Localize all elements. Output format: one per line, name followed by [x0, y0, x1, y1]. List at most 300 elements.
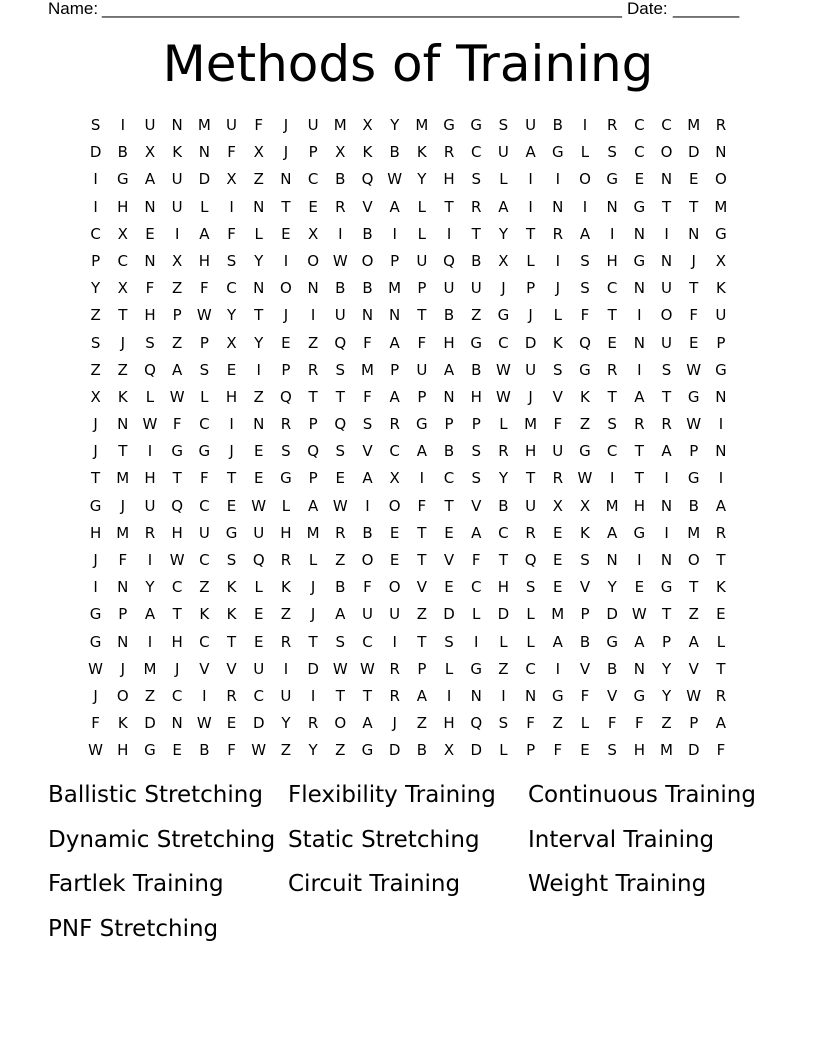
grid-letter[interactable]: X — [144, 143, 156, 162]
grid-letter[interactable]: A — [634, 387, 645, 406]
grid-letter[interactable]: W — [88, 659, 104, 678]
grid-letter[interactable]: E — [580, 741, 590, 760]
grid-letter[interactable]: Z — [199, 578, 210, 597]
grid-letter[interactable]: M — [306, 523, 320, 542]
grid-letter[interactable]: L — [472, 605, 481, 624]
grid-letter[interactable]: U — [416, 360, 428, 379]
grid-letter[interactable]: X — [226, 333, 237, 352]
grid-letter[interactable]: Z — [90, 306, 101, 325]
grid-letter[interactable]: D — [198, 170, 211, 189]
grid-letter[interactable]: P — [390, 360, 400, 379]
grid-letter[interactable]: E — [253, 469, 264, 488]
grid-letter[interactable]: C — [199, 551, 210, 569]
grid-letter[interactable]: L — [254, 578, 263, 597]
grid-letter[interactable]: T — [172, 469, 182, 488]
grid-letter[interactable]: V — [688, 659, 699, 678]
grid-letter[interactable]: E — [281, 224, 291, 243]
grid-letter[interactable]: P — [417, 659, 427, 678]
grid-letter[interactable]: C — [171, 578, 183, 597]
grid-letter[interactable]: G — [633, 197, 646, 216]
grid-letter[interactable]: M — [388, 279, 402, 298]
grid-letter[interactable]: H — [443, 170, 455, 189]
grid-letter[interactable]: F — [580, 306, 590, 325]
grid-letter[interactable]: A — [389, 197, 400, 216]
grid-letter[interactable]: T — [444, 496, 454, 515]
grid-letter[interactable]: Z — [688, 605, 699, 624]
grid-letter[interactable]: Z — [90, 360, 101, 379]
grid-letter[interactable]: M — [714, 197, 728, 216]
grid-letter[interactable]: T — [308, 387, 318, 406]
grid-letter[interactable]: T — [634, 442, 644, 461]
grid-letter[interactable]: T — [417, 551, 427, 569]
grid-letter[interactable]: X — [117, 279, 128, 298]
grid-letter[interactable]: N — [688, 224, 700, 243]
grid-letter[interactable]: S — [281, 442, 291, 461]
grid-letter[interactable]: C — [606, 442, 618, 461]
grid-letter[interactable]: N — [253, 415, 265, 434]
grid-letter[interactable]: M — [687, 523, 701, 542]
grid-letter[interactable]: E — [253, 605, 264, 624]
grid-letter[interactable]: R — [226, 686, 237, 705]
grid-letter[interactable]: I — [283, 251, 289, 270]
grid-letter[interactable]: J — [501, 279, 506, 298]
grid-letter[interactable]: N — [606, 551, 618, 569]
grid-letter[interactable]: N — [117, 578, 129, 597]
grid-letter[interactable]: P — [444, 415, 454, 434]
grid-letter[interactable]: P — [118, 605, 128, 624]
grid-letter[interactable]: A — [416, 686, 427, 705]
grid-letter[interactable]: G — [144, 741, 156, 760]
grid-letter[interactable]: U — [198, 523, 210, 542]
grid-letter[interactable]: D — [443, 605, 455, 624]
grid-letter[interactable]: N — [171, 116, 183, 134]
grid-letter[interactable]: O — [715, 170, 727, 189]
grid-letter[interactable]: H — [117, 741, 129, 760]
grid-letter[interactable]: H — [633, 496, 645, 515]
grid-letter[interactable]: I — [582, 197, 588, 216]
grid-letter[interactable]: I — [147, 551, 153, 569]
grid-letter[interactable]: N — [552, 197, 564, 216]
grid-letter[interactable]: M — [551, 605, 565, 624]
grid-letter[interactable]: T — [281, 197, 291, 216]
grid-letter[interactable]: T — [417, 523, 427, 542]
grid-letter[interactable]: I — [202, 686, 207, 705]
grid-letter[interactable]: Y — [607, 578, 617, 597]
grid-letter[interactable]: E — [389, 551, 400, 569]
grid-letter[interactable]: V — [226, 659, 237, 678]
grid-letter[interactable]: N — [361, 306, 374, 325]
grid-letter[interactable]: L — [499, 415, 508, 434]
grid-letter[interactable]: S — [471, 170, 481, 189]
grid-letter[interactable]: K — [280, 578, 291, 597]
grid-letter[interactable]: I — [528, 197, 533, 216]
name-blank-line[interactable]: _______________________________________________________ — [102, 0, 623, 18]
grid-letter[interactable]: X — [389, 469, 400, 488]
grid-letter[interactable]: Z — [335, 741, 346, 760]
grid-letter[interactable]: I — [174, 224, 180, 243]
grid-letter[interactable]: A — [144, 170, 156, 189]
grid-letter[interactable]: V — [362, 197, 373, 216]
grid-letter[interactable]: A — [172, 360, 183, 379]
grid-letter[interactable]: B — [471, 360, 482, 379]
grid-letter[interactable]: J — [120, 659, 125, 678]
grid-letter[interactable]: A — [552, 632, 563, 651]
grid-letter[interactable]: I — [637, 360, 642, 379]
grid-letter[interactable]: T — [716, 551, 726, 569]
grid-letter[interactable]: C — [226, 279, 237, 298]
grid-letter[interactable]: H — [171, 523, 183, 542]
grid-letter[interactable]: N — [660, 551, 673, 569]
grid-letter[interactable]: Z — [307, 333, 319, 352]
grid-letter[interactable]: I — [310, 686, 316, 705]
grid-letter[interactable]: C — [498, 523, 509, 542]
grid-letter[interactable]: I — [365, 496, 370, 515]
grid-letter[interactable]: L — [417, 224, 427, 243]
grid-letter[interactable]: N — [660, 170, 673, 189]
grid-letter[interactable]: R — [307, 714, 319, 733]
grid-letter[interactable]: H — [225, 387, 238, 406]
grid-letter[interactable]: P — [689, 714, 699, 733]
grid-letter[interactable]: R — [661, 415, 672, 434]
grid-letter[interactable]: C — [90, 224, 101, 243]
grid-letter[interactable]: A — [362, 714, 373, 733]
grid-letter[interactable]: N — [253, 279, 265, 298]
grid-letter[interactable]: G — [579, 442, 591, 461]
grid-letter[interactable]: F — [471, 551, 481, 569]
grid-letter[interactable]: Q — [470, 714, 483, 733]
grid-letter[interactable]: S — [145, 333, 155, 352]
grid-letter[interactable]: X — [335, 143, 346, 162]
grid-letter[interactable]: G — [633, 251, 646, 270]
grid-letter[interactable]: B — [498, 496, 509, 515]
grid-letter[interactable]: G — [470, 659, 483, 678]
grid-letter[interactable]: N — [389, 306, 401, 325]
grid-letter[interactable]: N — [660, 496, 673, 515]
grid-letter[interactable]: A — [144, 605, 156, 624]
grid-letter[interactable]: D — [687, 143, 700, 162]
grid-letter[interactable]: G — [660, 578, 673, 597]
grid-letter[interactable]: Z — [661, 714, 672, 733]
grid-letter[interactable]: N — [633, 659, 645, 678]
grid-letter[interactable]: H — [198, 251, 210, 270]
grid-letter[interactable]: P — [199, 333, 209, 352]
grid-letter[interactable]: C — [606, 279, 618, 298]
grid-letter[interactable]: U — [226, 116, 238, 134]
grid-letter[interactable]: Y — [254, 251, 264, 270]
grid-letter[interactable]: R — [634, 415, 645, 434]
grid-letter[interactable]: H — [117, 197, 129, 216]
grid-letter[interactable]: K — [117, 714, 128, 733]
grid-letter[interactable]: F — [607, 714, 617, 733]
grid-letter[interactable]: X — [226, 170, 237, 189]
grid-letter[interactable]: X — [90, 387, 101, 406]
grid-letter[interactable]: M — [415, 116, 429, 134]
grid-letter[interactable]: J — [555, 279, 560, 298]
grid-letter[interactable]: U — [661, 333, 673, 352]
grid-letter[interactable]: W — [360, 659, 375, 678]
grid-letter[interactable]: T — [91, 469, 101, 488]
grid-letter[interactable]: K — [715, 578, 726, 597]
grid-letter[interactable]: T — [335, 686, 345, 705]
grid-letter[interactable]: K — [580, 523, 590, 542]
grid-letter[interactable]: I — [93, 197, 98, 216]
grid-letter[interactable]: L — [281, 496, 291, 515]
grid-letter[interactable]: U — [144, 116, 156, 134]
grid-letter[interactable]: I — [609, 224, 615, 243]
grid-letter[interactable]: F — [526, 714, 535, 733]
grid-letter[interactable]: W — [495, 387, 511, 406]
grid-letter[interactable]: V — [471, 496, 482, 515]
grid-letter[interactable]: U — [416, 251, 428, 270]
grid-letter[interactable]: T — [634, 469, 644, 488]
grid-letter[interactable]: T — [607, 387, 617, 406]
grid-letter[interactable]: H — [144, 306, 156, 325]
grid-letter[interactable]: K — [117, 387, 128, 406]
grid-letter[interactable]: G — [606, 632, 618, 651]
grid-letter[interactable]: E — [253, 632, 264, 651]
grid-letter[interactable]: S — [580, 279, 590, 298]
grid-letter[interactable]: J — [528, 306, 533, 325]
grid-letter[interactable]: P — [417, 279, 427, 298]
grid-letter[interactable]: I — [147, 442, 153, 461]
grid-letter[interactable]: B — [471, 251, 482, 270]
grid-letter[interactable]: N — [633, 224, 645, 243]
grid-letter[interactable]: N — [253, 197, 265, 216]
grid-letter[interactable]: E — [226, 496, 237, 515]
grid-letter[interactable]: F — [227, 224, 236, 243]
grid-letter[interactable]: Q — [307, 442, 319, 461]
grid-letter[interactable]: L — [553, 306, 562, 325]
grid-letter[interactable]: F — [145, 279, 155, 298]
grid-letter[interactable]: C — [171, 686, 183, 705]
grid-letter[interactable]: F — [580, 686, 590, 705]
grid-letter[interactable]: K — [226, 578, 237, 597]
grid-letter[interactable]: S — [498, 116, 509, 134]
grid-letter[interactable]: W — [196, 714, 212, 733]
grid-letter[interactable]: Q — [443, 251, 455, 270]
grid-letter[interactable]: A — [607, 523, 618, 542]
grid-letter[interactable]: E — [444, 523, 454, 542]
grid-letter[interactable]: N — [606, 197, 618, 216]
grid-letter[interactable]: X — [172, 251, 183, 270]
grid-letter[interactable]: C — [117, 251, 129, 270]
grid-letter[interactable]: G — [715, 360, 727, 379]
grid-letter[interactable]: K — [715, 279, 726, 298]
grid-letter[interactable]: N — [715, 442, 727, 461]
grid-letter[interactable]: G — [470, 116, 483, 134]
grid-letter[interactable]: B — [335, 279, 346, 298]
grid-letter[interactable]: J — [120, 496, 125, 515]
grid-letter[interactable]: A — [335, 605, 346, 624]
grid-letter[interactable]: C — [199, 415, 210, 434]
grid-letter[interactable]: L — [499, 170, 508, 189]
grid-letter[interactable]: B — [362, 224, 373, 243]
grid-letter[interactable]: G — [579, 360, 591, 379]
grid-letter[interactable]: E — [553, 551, 563, 569]
grid-letter[interactable]: G — [116, 170, 129, 189]
grid-letter[interactable]: N — [470, 686, 482, 705]
grid-letter[interactable]: J — [310, 605, 316, 624]
grid-letter[interactable]: W — [169, 551, 185, 569]
grid-letter[interactable]: W — [686, 686, 702, 705]
grid-letter[interactable]: U — [253, 523, 265, 542]
grid-letter[interactable]: I — [392, 632, 397, 651]
grid-letter[interactable]: U — [552, 442, 564, 461]
grid-letter[interactable]: E — [716, 605, 726, 624]
grid-letter[interactable]: A — [199, 224, 210, 243]
grid-letter[interactable]: G — [89, 632, 102, 651]
grid-letter[interactable]: B — [362, 523, 373, 542]
grid-letter[interactable]: Q — [252, 551, 265, 569]
grid-letter[interactable]: O — [116, 686, 129, 705]
grid-letter[interactable]: L — [580, 714, 590, 733]
grid-letter[interactable]: Z — [552, 714, 563, 733]
grid-letter[interactable]: S — [444, 632, 454, 651]
grid-letter[interactable]: N — [660, 251, 673, 270]
grid-letter[interactable]: F — [91, 714, 100, 733]
grid-letter[interactable]: T — [335, 387, 345, 406]
grid-letter[interactable]: S — [607, 741, 617, 760]
grid-letter[interactable]: S — [226, 251, 237, 270]
grid-letter[interactable]: H — [443, 714, 455, 733]
grid-letter[interactable]: H — [171, 632, 183, 651]
grid-letter[interactable]: J — [528, 387, 533, 406]
grid-letter[interactable]: K — [416, 143, 427, 162]
grid-letter[interactable]: S — [90, 116, 101, 134]
grid-letter[interactable]: X — [579, 496, 591, 515]
grid-letter[interactable]: Q — [171, 496, 184, 515]
grid-letter[interactable]: B — [335, 578, 346, 597]
grid-letter[interactable]: N — [280, 170, 292, 189]
grid-letter[interactable]: F — [172, 415, 182, 434]
grid-letter[interactable]: Z — [471, 306, 482, 325]
grid-letter[interactable]: T — [226, 469, 237, 488]
grid-letter[interactable]: F — [254, 116, 264, 134]
grid-letter[interactable]: I — [419, 469, 425, 488]
grid-letter[interactable]: X — [307, 224, 319, 243]
grid-letter[interactable]: G — [361, 741, 374, 760]
grid-letter[interactable]: M — [333, 116, 347, 134]
grid-letter[interactable]: O — [660, 306, 673, 325]
grid-letter[interactable]: L — [526, 632, 535, 651]
grid-letter[interactable]: Y — [91, 279, 101, 298]
grid-letter[interactable]: K — [362, 143, 373, 162]
grid-letter[interactable]: J — [93, 415, 98, 434]
grid-letter[interactable]: H — [606, 251, 618, 270]
grid-letter[interactable]: R — [471, 197, 482, 216]
grid-letter[interactable]: T — [661, 197, 672, 216]
grid-letter[interactable]: R — [715, 116, 727, 134]
grid-letter[interactable]: V — [579, 659, 591, 678]
grid-letter[interactable]: T — [172, 605, 182, 624]
grid-letter[interactable]: D — [89, 143, 102, 162]
grid-letter[interactable]: A — [715, 714, 727, 733]
grid-letter[interactable]: P — [91, 251, 101, 270]
grid-letter[interactable]: J — [691, 251, 696, 270]
grid-letter[interactable]: R — [335, 523, 346, 542]
grid-letter[interactable]: B — [389, 143, 400, 162]
grid-letter[interactable]: Y — [281, 714, 291, 733]
grid-letter[interactable]: T — [689, 578, 699, 597]
grid-letter[interactable]: P — [716, 333, 726, 352]
grid-letter[interactable]: D — [388, 741, 401, 760]
grid-letter[interactable]: O — [334, 714, 347, 733]
grid-letter[interactable]: T — [607, 306, 617, 325]
grid-letter[interactable]: P — [281, 360, 291, 379]
grid-letter[interactable]: F — [635, 714, 644, 733]
grid-letter[interactable]: A — [443, 360, 455, 379]
grid-letter[interactable]: G — [687, 387, 700, 406]
grid-letter[interactable]: T — [661, 387, 672, 406]
grid-letter[interactable]: I — [555, 170, 560, 189]
grid-letter[interactable]: R — [715, 523, 727, 542]
grid-letter[interactable]: S — [362, 415, 373, 434]
grid-letter[interactable]: L — [580, 143, 590, 162]
grid-letter[interactable]: D — [687, 741, 700, 760]
grid-letter[interactable]: M — [116, 469, 130, 488]
grid-letter[interactable]: U — [280, 686, 292, 705]
grid-letter[interactable]: P — [308, 415, 318, 434]
grid-letter[interactable]: W — [631, 605, 647, 624]
grid-letter[interactable]: U — [171, 197, 183, 216]
grid-letter[interactable]: Y — [254, 333, 264, 352]
grid-letter[interactable]: G — [715, 224, 727, 243]
grid-letter[interactable]: I — [664, 224, 669, 243]
grid-letter[interactable]: W — [495, 360, 511, 379]
grid-letter[interactable]: R — [280, 415, 292, 434]
grid-letter[interactable]: N — [144, 197, 156, 216]
grid-letter[interactable]: W — [332, 496, 348, 515]
grid-letter[interactable]: A — [471, 523, 482, 542]
grid-letter[interactable]: U — [661, 279, 673, 298]
grid-letter[interactable]: E — [389, 523, 400, 542]
grid-letter[interactable]: F — [363, 333, 372, 352]
grid-letter[interactable]: U — [497, 143, 509, 162]
grid-letter[interactable]: R — [280, 632, 292, 651]
grid-letter[interactable]: H — [497, 578, 510, 597]
grid-letter[interactable]: I — [664, 523, 669, 542]
grid-letter[interactable]: O — [361, 551, 374, 569]
grid-letter[interactable]: N — [307, 279, 319, 298]
grid-letter[interactable]: B — [443, 306, 455, 325]
grid-letter[interactable]: Y — [498, 224, 508, 243]
grid-letter[interactable]: W — [686, 415, 702, 434]
grid-letter[interactable]: P — [580, 605, 590, 624]
grid-letter[interactable]: U — [470, 279, 482, 298]
grid-letter[interactable]: J — [283, 306, 289, 325]
grid-letter[interactable]: A — [634, 632, 645, 651]
grid-letter[interactable]: P — [471, 415, 481, 434]
grid-letter[interactable]: U — [307, 116, 319, 134]
grid-letter[interactable]: X — [362, 116, 373, 134]
grid-letter[interactable]: V — [579, 578, 591, 597]
grid-letter[interactable]: C — [253, 686, 264, 705]
grid-letter[interactable]: C — [634, 116, 645, 134]
grid-letter[interactable]: E — [145, 224, 155, 243]
grid-letter[interactable]: P — [689, 442, 699, 461]
grid-letter[interactable]: E — [553, 578, 563, 597]
grid-letter[interactable]: J — [392, 714, 397, 733]
grid-letter[interactable]: A — [579, 224, 591, 243]
grid-letter[interactable]: G — [89, 605, 102, 624]
grid-letter[interactable]: I — [446, 224, 452, 243]
grid-letter[interactable]: H — [633, 741, 645, 760]
grid-letter[interactable]: I — [229, 415, 234, 434]
grid-letter[interactable]: G — [171, 442, 183, 461]
grid-letter[interactable]: U — [253, 659, 265, 678]
grid-letter[interactable]: I — [256, 360, 261, 379]
grid-letter[interactable]: O — [388, 578, 401, 597]
